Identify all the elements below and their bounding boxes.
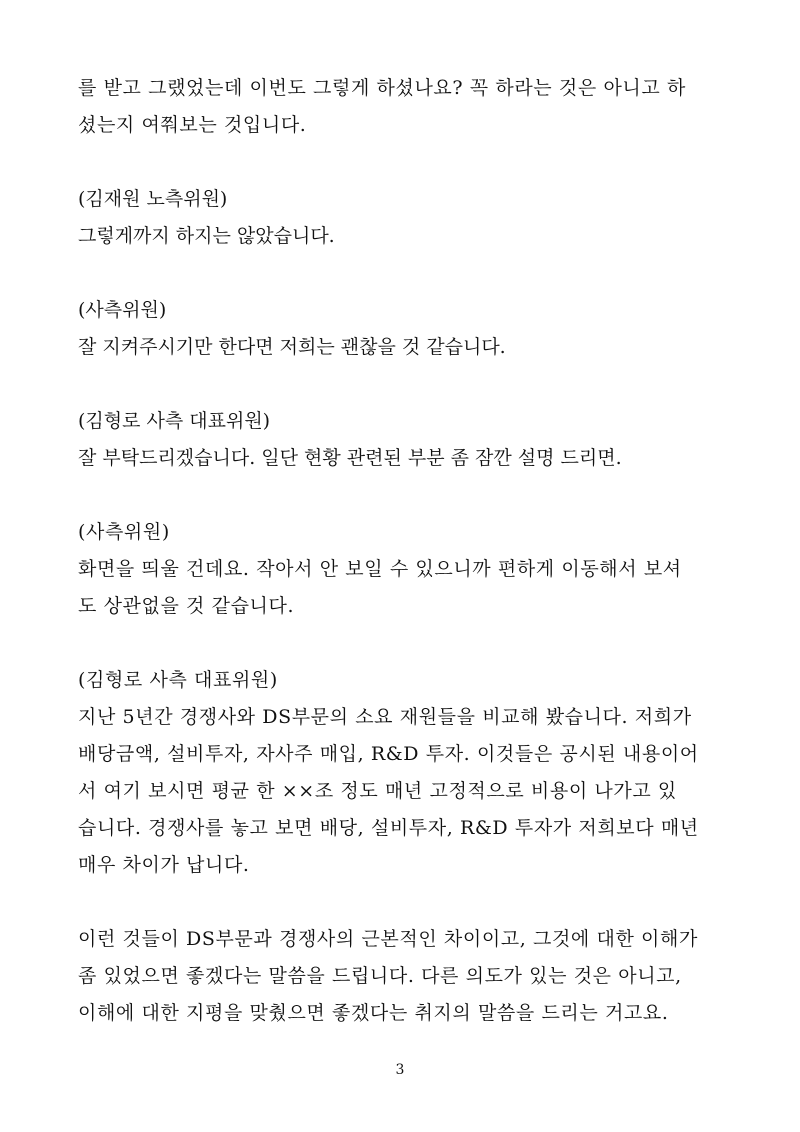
speaker-label: (김재원 노측위원) [78,188,228,210]
text-line: 좀 있었으면 좋겠다는 말씀을 드립니다. 다른 의도가 있는 것은 아니고, [78,965,682,987]
speaker-label: (사측위원) [78,521,170,543]
text-line: 를 받고 그랬었는데 이번도 그렇게 하셨나요? 꼭 하라는 것은 아니고 하 [78,77,686,99]
text-line: 매우 차이가 납니다. [78,854,250,876]
text-line: 잘 지켜주시기만 한다면 저희는 괜찮을 것 같습니다. [78,336,506,358]
text-line: 습니다. 경쟁사를 놓고 보면 배당, 설비투자, R&D 투자가 저희보다 매년 [78,817,699,839]
text-line: 그렇게까지 하지는 않았습니다. [78,225,335,247]
speaker-label: (김형로 사측 대표위원) [78,410,271,432]
text-line: 지난 5년간 경쟁사와 DS부문의 소요 재원들을 비교해 봤습니다. 저희가 [78,706,692,728]
text-line: 잘 부탁드리겠습니다. 일단 현황 관련된 부분 좀 잠깐 설명 드리면. [78,447,622,469]
speaker-block [78,514,728,625]
text-line: 배당금액, 설비투자, 자사주 매입, R&D 투자. 이것들은 공시된 내용이어 [78,743,699,765]
speaker-block [78,292,728,366]
text-line: 셨는지 여쭤보는 것입니다. [78,114,307,136]
text-line: 서 여기 보시면 평균 한 ××조 정도 매년 고정적으로 비용이 나가고 있 [78,780,677,802]
paragraph [78,921,728,1032]
speaker-label: (사측위원) [78,299,167,321]
paragraph-continuation [78,70,728,144]
speaker-block [78,181,728,255]
text-line: 화면을 띄울 건데요. 작아서 안 보일 수 있으니까 편하게 이동해서 보셔 [78,558,682,580]
text-line: 도 상관없을 것 같습니다. [78,595,295,617]
text-line: 이해에 대한 지평을 맞췄으면 좋겠다는 취지의 말씀을 드리는 거고요. [78,1002,669,1024]
text-line: 이런 것들이 DS부문과 경쟁사의 근본적인 차이이고, 그것에 대한 이해가 [78,928,698,950]
speaker-block [78,403,728,477]
speaker-block [78,662,728,884]
speaker-label: (김형로 사측 대표위원) [78,669,278,691]
page-number: 3 [395,1062,405,1078]
